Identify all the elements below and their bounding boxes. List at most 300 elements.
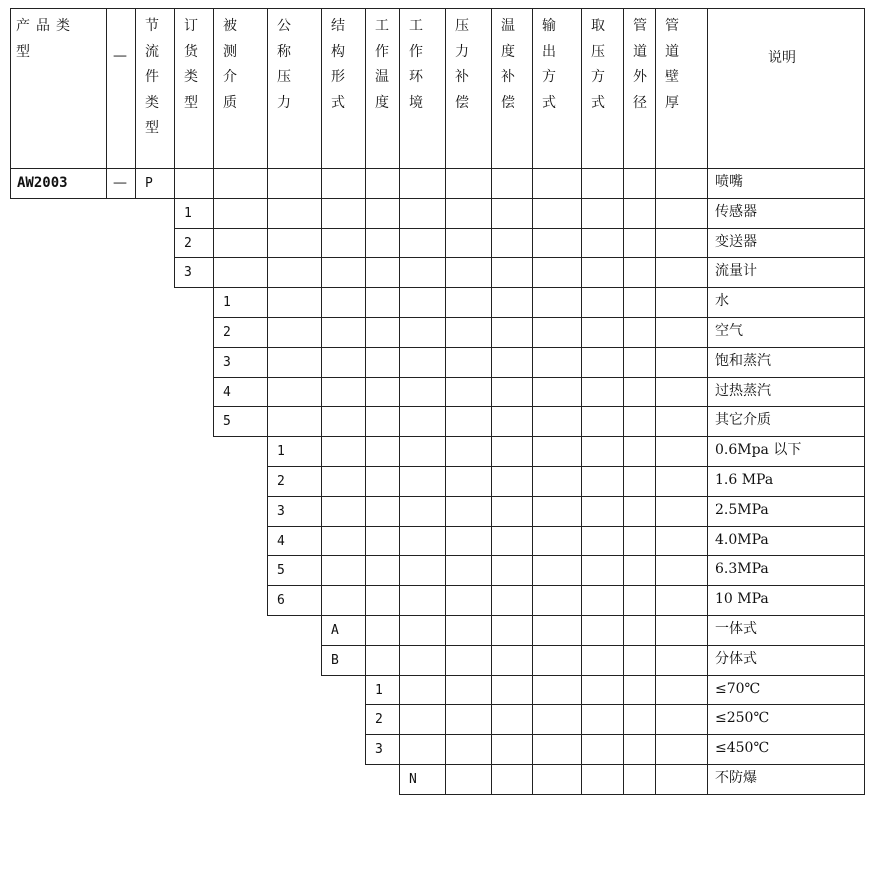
option-code: 2 bbox=[375, 712, 383, 728]
row-column-divider bbox=[445, 496, 446, 527]
row-column-divider bbox=[655, 436, 656, 467]
row-column-divider bbox=[581, 377, 582, 408]
header-desc: 说明 bbox=[768, 50, 796, 66]
row-column-divider bbox=[532, 257, 533, 288]
row-bottom-border bbox=[213, 436, 864, 437]
row-column-divider bbox=[267, 257, 268, 288]
header-column-divider bbox=[491, 8, 492, 168]
row-column-divider bbox=[321, 496, 322, 527]
row-column-divider bbox=[267, 317, 268, 348]
row-column-divider bbox=[445, 645, 446, 676]
row-column-divider bbox=[532, 764, 533, 795]
row-column-divider bbox=[864, 615, 865, 646]
row-column-divider bbox=[445, 377, 446, 408]
row-column-divider bbox=[174, 168, 175, 199]
option-description: 空气 bbox=[715, 323, 743, 339]
row-column-divider bbox=[864, 317, 865, 348]
option-description: 过热蒸汽 bbox=[715, 382, 771, 399]
row-column-divider bbox=[491, 287, 492, 318]
row-column-divider bbox=[267, 377, 268, 408]
option-code: 1 bbox=[184, 205, 192, 221]
row-column-divider bbox=[365, 168, 366, 199]
row-column-divider bbox=[581, 764, 582, 795]
row-column-divider bbox=[864, 526, 865, 557]
row-bottom-border bbox=[365, 704, 864, 705]
row-column-divider bbox=[365, 347, 366, 378]
row-column-divider bbox=[321, 228, 322, 259]
row-column-divider bbox=[532, 555, 533, 586]
row-column-divider bbox=[445, 675, 446, 706]
row-column-divider bbox=[267, 466, 268, 497]
row-column-divider bbox=[581, 526, 582, 557]
row-column-divider bbox=[532, 228, 533, 259]
row-column-divider bbox=[655, 317, 656, 348]
option-description: 4.0MPa bbox=[715, 531, 769, 548]
row-column-divider bbox=[321, 615, 322, 646]
header-column-divider bbox=[581, 8, 582, 168]
row-column-divider bbox=[174, 257, 175, 288]
row-column-divider bbox=[581, 585, 582, 616]
row-column-divider bbox=[445, 704, 446, 735]
row-column-divider bbox=[491, 645, 492, 676]
row-column-divider bbox=[445, 168, 446, 199]
row-column-divider bbox=[532, 287, 533, 318]
row-column-divider bbox=[623, 436, 624, 467]
row-column-divider bbox=[532, 526, 533, 557]
row-column-divider bbox=[532, 436, 533, 467]
row-bottom-border bbox=[267, 496, 864, 497]
row-column-divider bbox=[399, 585, 400, 616]
row-column-divider bbox=[399, 347, 400, 378]
header-col3: 订货类型 bbox=[184, 18, 198, 111]
row-column-divider bbox=[321, 585, 322, 616]
row-column-divider bbox=[321, 168, 322, 199]
row-column-divider bbox=[707, 466, 708, 497]
row-bottom-border bbox=[267, 466, 864, 467]
header-column-divider bbox=[321, 8, 322, 168]
row-column-divider bbox=[655, 526, 656, 557]
row-column-divider bbox=[707, 555, 708, 586]
row-bottom-border bbox=[321, 675, 864, 676]
row-column-divider bbox=[707, 615, 708, 646]
option-description: 喷嘴 bbox=[715, 174, 743, 190]
row-column-divider bbox=[106, 168, 107, 199]
row-column-divider bbox=[365, 228, 366, 259]
row-column-divider bbox=[365, 317, 366, 348]
row-column-divider bbox=[491, 675, 492, 706]
header-col13: 管道外径 bbox=[633, 18, 647, 111]
row-bottom-border bbox=[399, 794, 864, 795]
row-column-divider bbox=[399, 764, 400, 795]
header-column-divider bbox=[864, 8, 865, 168]
option-description: 分体式 bbox=[715, 650, 757, 667]
row-column-divider bbox=[864, 377, 865, 408]
row-column-divider bbox=[399, 257, 400, 288]
row-column-divider bbox=[267, 347, 268, 378]
option-description: 水 bbox=[715, 293, 729, 310]
row-column-divider bbox=[623, 585, 624, 616]
row-column-divider bbox=[623, 257, 624, 288]
row-column-divider bbox=[213, 168, 214, 199]
option-code: A bbox=[331, 623, 339, 638]
row-column-divider bbox=[623, 377, 624, 408]
row-column-divider bbox=[655, 228, 656, 259]
row-bottom-border bbox=[213, 406, 864, 407]
row-column-divider bbox=[532, 704, 533, 735]
row-column-divider bbox=[491, 198, 492, 229]
header-col9: 压力补偿 bbox=[455, 18, 469, 111]
option-code: 2 bbox=[184, 235, 192, 251]
row-column-divider bbox=[491, 347, 492, 378]
header-col10: 温度补偿 bbox=[501, 18, 515, 111]
option-description: 一体式 bbox=[715, 621, 757, 637]
row-column-divider bbox=[365, 585, 366, 616]
row-column-divider bbox=[707, 734, 708, 765]
row-column-divider bbox=[655, 257, 656, 288]
row-column-divider bbox=[365, 466, 366, 497]
row-column-divider bbox=[267, 406, 268, 437]
row-column-divider bbox=[655, 406, 656, 437]
row-column-divider bbox=[399, 406, 400, 437]
row-column-divider bbox=[321, 436, 322, 467]
row-column-divider bbox=[532, 645, 533, 676]
row-column-divider bbox=[655, 555, 656, 586]
row-column-divider bbox=[365, 555, 366, 586]
option-code: 3 bbox=[375, 742, 383, 758]
row-column-divider bbox=[623, 734, 624, 765]
option-code: N bbox=[409, 772, 417, 787]
row-column-divider bbox=[445, 734, 446, 765]
row-column-divider bbox=[321, 466, 322, 497]
row-column-divider bbox=[707, 198, 708, 229]
option-code: 1 bbox=[375, 682, 383, 698]
row-column-divider bbox=[365, 496, 366, 527]
option-description: 饱和蒸汽 bbox=[715, 352, 771, 369]
row-column-divider bbox=[655, 168, 656, 199]
row-column-divider bbox=[135, 168, 136, 199]
row-column-divider bbox=[399, 287, 400, 318]
row-column-divider bbox=[581, 347, 582, 378]
row-column-divider bbox=[623, 496, 624, 527]
option-description: ≤250℃ bbox=[715, 710, 770, 727]
row-column-divider bbox=[491, 704, 492, 735]
row-column-divider bbox=[399, 704, 400, 735]
row-column-divider bbox=[267, 555, 268, 586]
option-code: P bbox=[145, 176, 153, 191]
row-column-divider bbox=[707, 675, 708, 706]
row-column-divider bbox=[581, 406, 582, 437]
row-column-divider bbox=[532, 675, 533, 706]
row-column-divider bbox=[532, 406, 533, 437]
header-column-divider bbox=[655, 8, 656, 168]
row-column-divider bbox=[399, 228, 400, 259]
option-description: 10 MPa bbox=[715, 591, 769, 608]
row-column-divider bbox=[174, 198, 175, 229]
row-column-divider bbox=[655, 347, 656, 378]
row-column-divider bbox=[491, 764, 492, 795]
row-column-divider bbox=[532, 585, 533, 616]
row-column-divider bbox=[864, 645, 865, 676]
header-column-divider bbox=[623, 8, 624, 168]
row-column-divider bbox=[623, 704, 624, 735]
row-column-divider bbox=[623, 764, 624, 795]
option-code: 1 bbox=[223, 295, 231, 311]
row-column-divider bbox=[491, 555, 492, 586]
row-column-divider bbox=[581, 466, 582, 497]
row-bottom-border bbox=[174, 287, 864, 288]
row-bottom-border bbox=[267, 555, 864, 556]
row-column-divider bbox=[445, 526, 446, 557]
row-bottom-border bbox=[174, 228, 864, 229]
option-code: 2 bbox=[277, 474, 285, 489]
row-column-divider bbox=[581, 496, 582, 527]
row-column-divider bbox=[445, 436, 446, 467]
header-col8: 工作环境 bbox=[409, 18, 423, 111]
option-code: 3 bbox=[277, 503, 285, 519]
row-column-divider bbox=[581, 615, 582, 646]
row-column-divider bbox=[581, 257, 582, 288]
row-column-divider bbox=[213, 317, 214, 348]
row-column-divider bbox=[267, 168, 268, 199]
row-column-divider bbox=[267, 585, 268, 616]
row-column-divider bbox=[707, 317, 708, 348]
row-column-divider bbox=[864, 675, 865, 706]
row-column-divider bbox=[581, 704, 582, 735]
row-column-divider bbox=[365, 436, 366, 467]
row-column-divider bbox=[491, 585, 492, 616]
row-column-divider bbox=[864, 436, 865, 467]
row-column-divider bbox=[365, 257, 366, 288]
row-column-divider bbox=[707, 347, 708, 378]
row-column-divider bbox=[267, 198, 268, 229]
option-description: 2.5MPa bbox=[715, 501, 769, 518]
header-col7: 工作温度 bbox=[375, 18, 389, 111]
row-column-divider bbox=[399, 645, 400, 676]
option-code: 4 bbox=[223, 384, 231, 400]
row-bottom-border bbox=[213, 377, 864, 378]
header-column-divider bbox=[399, 8, 400, 168]
row-column-divider bbox=[864, 168, 865, 199]
row-column-divider bbox=[267, 496, 268, 527]
row-column-divider bbox=[10, 168, 11, 199]
header-col6: 结构形式 bbox=[331, 18, 345, 111]
product-code: AW2003 bbox=[17, 175, 68, 191]
row-column-divider bbox=[532, 496, 533, 527]
row-column-divider bbox=[623, 198, 624, 229]
row-column-divider bbox=[399, 496, 400, 527]
row-column-divider bbox=[623, 406, 624, 437]
row-column-divider bbox=[707, 764, 708, 795]
row-column-divider bbox=[267, 526, 268, 557]
row-column-divider bbox=[491, 377, 492, 408]
row-column-divider bbox=[707, 377, 708, 408]
row-column-divider bbox=[623, 228, 624, 259]
row-column-divider bbox=[581, 168, 582, 199]
row-column-divider bbox=[365, 645, 366, 676]
row-column-divider bbox=[445, 764, 446, 795]
row-column-divider bbox=[321, 526, 322, 557]
row-column-divider bbox=[491, 466, 492, 497]
option-description: 6.3MPa bbox=[715, 561, 769, 578]
row-column-divider bbox=[655, 496, 656, 527]
row-column-divider bbox=[864, 466, 865, 497]
row-column-divider bbox=[864, 257, 865, 288]
row-column-divider bbox=[445, 585, 446, 616]
row-column-divider bbox=[864, 764, 865, 795]
row-column-divider bbox=[623, 347, 624, 378]
header-col14: 管道壁厚 bbox=[665, 18, 679, 111]
row-column-divider bbox=[491, 436, 492, 467]
row-column-divider bbox=[707, 526, 708, 557]
row-column-divider bbox=[399, 555, 400, 586]
row-bottom-border bbox=[174, 257, 864, 258]
header-col12: 取压方式 bbox=[591, 18, 605, 111]
row-column-divider bbox=[365, 287, 366, 318]
row-bottom-border bbox=[321, 645, 864, 646]
row-column-divider bbox=[581, 317, 582, 348]
row-column-divider bbox=[655, 734, 656, 765]
row-column-divider bbox=[321, 347, 322, 378]
row-column-divider bbox=[321, 198, 322, 229]
row-column-divider bbox=[267, 436, 268, 467]
row-column-divider bbox=[655, 615, 656, 646]
row-column-divider bbox=[399, 377, 400, 408]
row-column-divider bbox=[365, 704, 366, 735]
row-column-divider bbox=[445, 555, 446, 586]
row-column-divider bbox=[399, 436, 400, 467]
row-column-divider bbox=[864, 406, 865, 437]
row-column-divider bbox=[707, 585, 708, 616]
row-column-divider bbox=[399, 168, 400, 199]
option-description: 不防爆 bbox=[715, 770, 757, 786]
header-column-divider bbox=[445, 8, 446, 168]
row-column-divider bbox=[445, 466, 446, 497]
row-column-divider bbox=[399, 615, 400, 646]
header-column-divider bbox=[532, 8, 533, 168]
row-column-divider bbox=[491, 406, 492, 437]
row-column-divider bbox=[532, 168, 533, 199]
row-column-divider bbox=[864, 198, 865, 229]
row-column-divider bbox=[365, 675, 366, 706]
row-column-divider bbox=[321, 257, 322, 288]
option-code: 6 bbox=[277, 593, 285, 609]
row-column-divider bbox=[532, 615, 533, 646]
row-column-divider bbox=[581, 555, 582, 586]
option-description: ≤70℃ bbox=[715, 680, 761, 697]
row-column-divider bbox=[707, 287, 708, 318]
row-column-divider bbox=[532, 198, 533, 229]
row-column-divider bbox=[445, 615, 446, 646]
row-column-divider bbox=[399, 734, 400, 765]
row-column-divider bbox=[213, 257, 214, 288]
row-column-divider bbox=[707, 436, 708, 467]
option-description: 传感器 bbox=[715, 203, 757, 220]
header-column-divider bbox=[267, 8, 268, 168]
header-col5: 公称压力 bbox=[277, 18, 291, 111]
row-column-divider bbox=[581, 228, 582, 259]
option-code: B bbox=[331, 652, 339, 668]
row-column-divider bbox=[655, 585, 656, 616]
row-column-divider bbox=[707, 496, 708, 527]
row-column-divider bbox=[399, 526, 400, 557]
header-column-divider bbox=[106, 8, 107, 168]
header-column-divider bbox=[213, 8, 214, 168]
row-column-divider bbox=[213, 406, 214, 437]
row-column-divider bbox=[707, 257, 708, 288]
row-column-divider bbox=[655, 466, 656, 497]
option-code: 2 bbox=[223, 325, 231, 340]
row-column-divider bbox=[655, 287, 656, 318]
row-column-divider bbox=[581, 675, 582, 706]
row-column-divider bbox=[445, 317, 446, 348]
row-column-divider bbox=[655, 377, 656, 408]
option-description: 变送器 bbox=[715, 233, 757, 250]
header-column-divider bbox=[135, 8, 136, 168]
header-bottom-border bbox=[10, 168, 864, 169]
option-description: 流量计 bbox=[715, 263, 757, 280]
separator-dash: — bbox=[113, 175, 127, 191]
row-column-divider bbox=[213, 377, 214, 408]
row-bottom-border bbox=[365, 764, 864, 765]
row-column-divider bbox=[445, 406, 446, 437]
option-code: 5 bbox=[277, 563, 285, 579]
table-top-border bbox=[10, 8, 864, 9]
row-column-divider bbox=[864, 496, 865, 527]
row-column-divider bbox=[213, 198, 214, 229]
row-column-divider bbox=[864, 287, 865, 318]
option-code: 4 bbox=[277, 533, 285, 549]
row-column-divider bbox=[864, 347, 865, 378]
option-code: 3 bbox=[223, 354, 231, 370]
row-column-divider bbox=[321, 406, 322, 437]
row-column-divider bbox=[581, 645, 582, 676]
row-column-divider bbox=[321, 317, 322, 348]
option-description: 其它介质 bbox=[715, 412, 771, 429]
row-column-divider bbox=[864, 734, 865, 765]
row-bottom-border bbox=[365, 734, 864, 735]
row-column-divider bbox=[581, 734, 582, 765]
row-column-divider bbox=[707, 645, 708, 676]
row-column-divider bbox=[623, 287, 624, 318]
row-column-divider bbox=[267, 228, 268, 259]
row-column-divider bbox=[491, 317, 492, 348]
row-column-divider bbox=[365, 615, 366, 646]
row-column-divider bbox=[655, 764, 656, 795]
row-bottom-border bbox=[10, 198, 864, 199]
row-column-divider bbox=[213, 228, 214, 259]
row-column-divider bbox=[707, 704, 708, 735]
row-column-divider bbox=[365, 377, 366, 408]
row-column-divider bbox=[623, 526, 624, 557]
row-column-divider bbox=[491, 615, 492, 646]
row-column-divider bbox=[623, 466, 624, 497]
row-column-divider bbox=[655, 645, 656, 676]
row-column-divider bbox=[321, 555, 322, 586]
row-column-divider bbox=[399, 198, 400, 229]
row-column-divider bbox=[491, 734, 492, 765]
header-column-divider bbox=[10, 8, 11, 168]
option-description: 0.6Mpa 以下 bbox=[715, 442, 802, 459]
header-col1: — bbox=[113, 48, 127, 64]
header-column-divider bbox=[707, 8, 708, 168]
option-description: ≤450℃ bbox=[715, 740, 770, 757]
row-column-divider bbox=[365, 406, 366, 437]
row-column-divider bbox=[491, 228, 492, 259]
row-column-divider bbox=[864, 704, 865, 735]
row-column-divider bbox=[623, 317, 624, 348]
row-column-divider bbox=[399, 675, 400, 706]
row-column-divider bbox=[365, 526, 366, 557]
